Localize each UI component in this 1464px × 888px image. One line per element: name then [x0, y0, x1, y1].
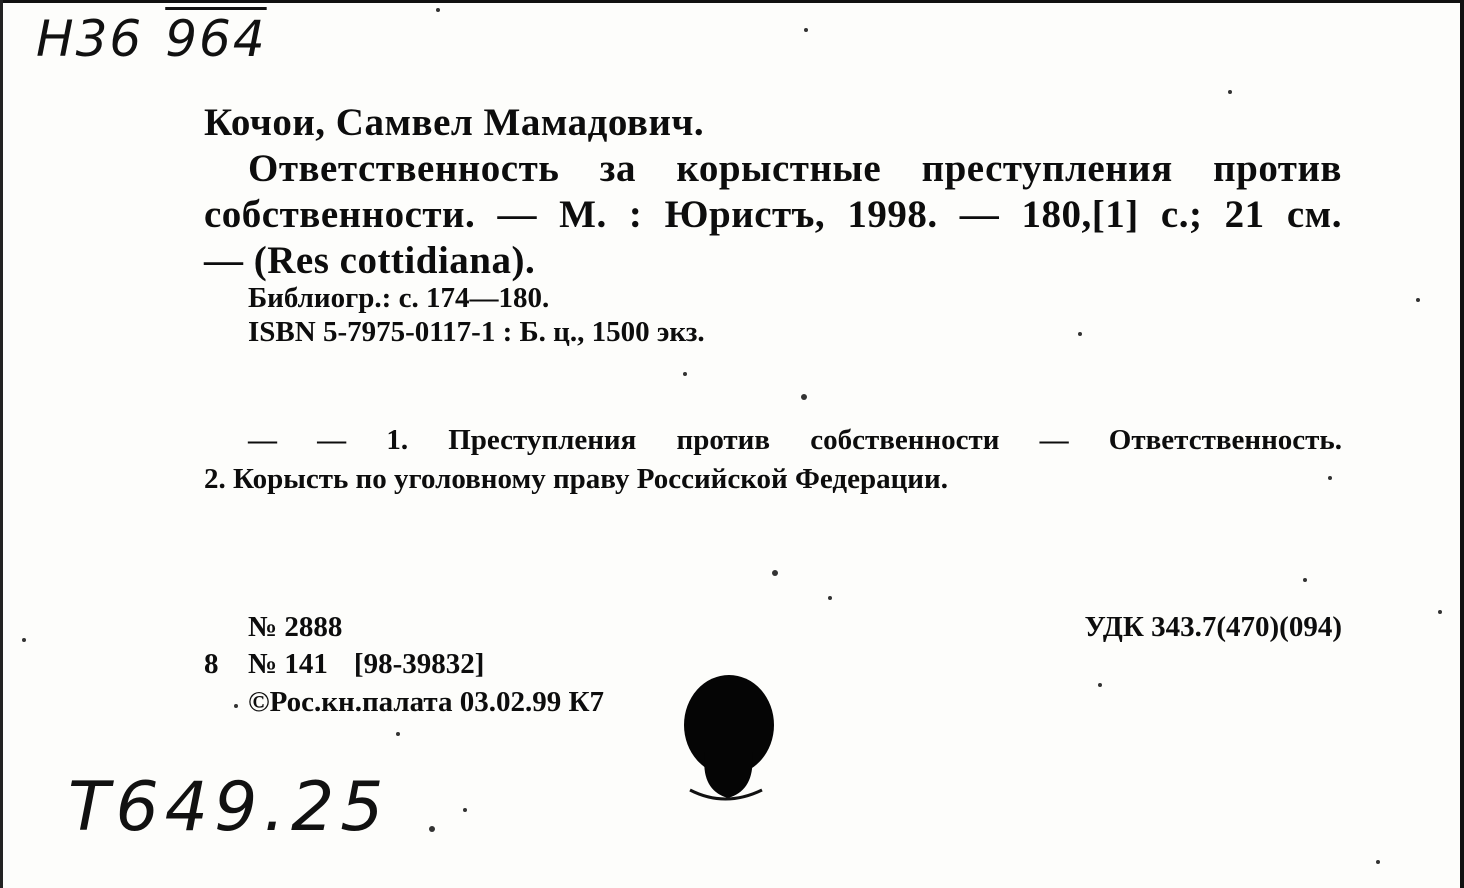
card-bibliography: Библиогр.: с. 174—180. — [248, 282, 550, 314]
handwritten-code: Н36 — [36, 10, 144, 68]
card-subjects-line-1: — — 1. Преступления против собственности — Ответственность. — [248, 424, 1342, 456]
card-copyright: ©Рос.кн.палата 03.02.99 К7 — [248, 686, 605, 718]
card-isbn: ISBN 5-7975-0117-1 : Б. ц., 1500 экз. — [248, 316, 705, 348]
card-series: — (Res cottidiana). — [204, 239, 536, 282]
ink-blot-drip — [704, 752, 752, 798]
handwritten-overlined-number: 964 — [165, 10, 267, 68]
handwritten-classification: Т649.25 — [68, 768, 390, 847]
card-copies: 8 — [204, 648, 219, 680]
card-registration: [98-39832] — [353, 648, 485, 680]
card-number: № 2888 — [248, 611, 343, 643]
card-title-line-1: Ответственность за корыстные преступления против — [248, 147, 1342, 190]
card-udk: УДК 343.7(470)(094) — [1084, 611, 1342, 643]
card-author: Кочои, Самвел Мамадович. — [204, 101, 705, 144]
card-title-line-2: собственности. — М. : Юристъ, 1998. — 180,[1] с.; 21 см. — [204, 193, 1342, 236]
card-subjects-line-2: 2. Корысть по уголовному праву Российской Федерации. — [204, 463, 948, 495]
card-number-2: № 141 — [248, 648, 328, 680]
